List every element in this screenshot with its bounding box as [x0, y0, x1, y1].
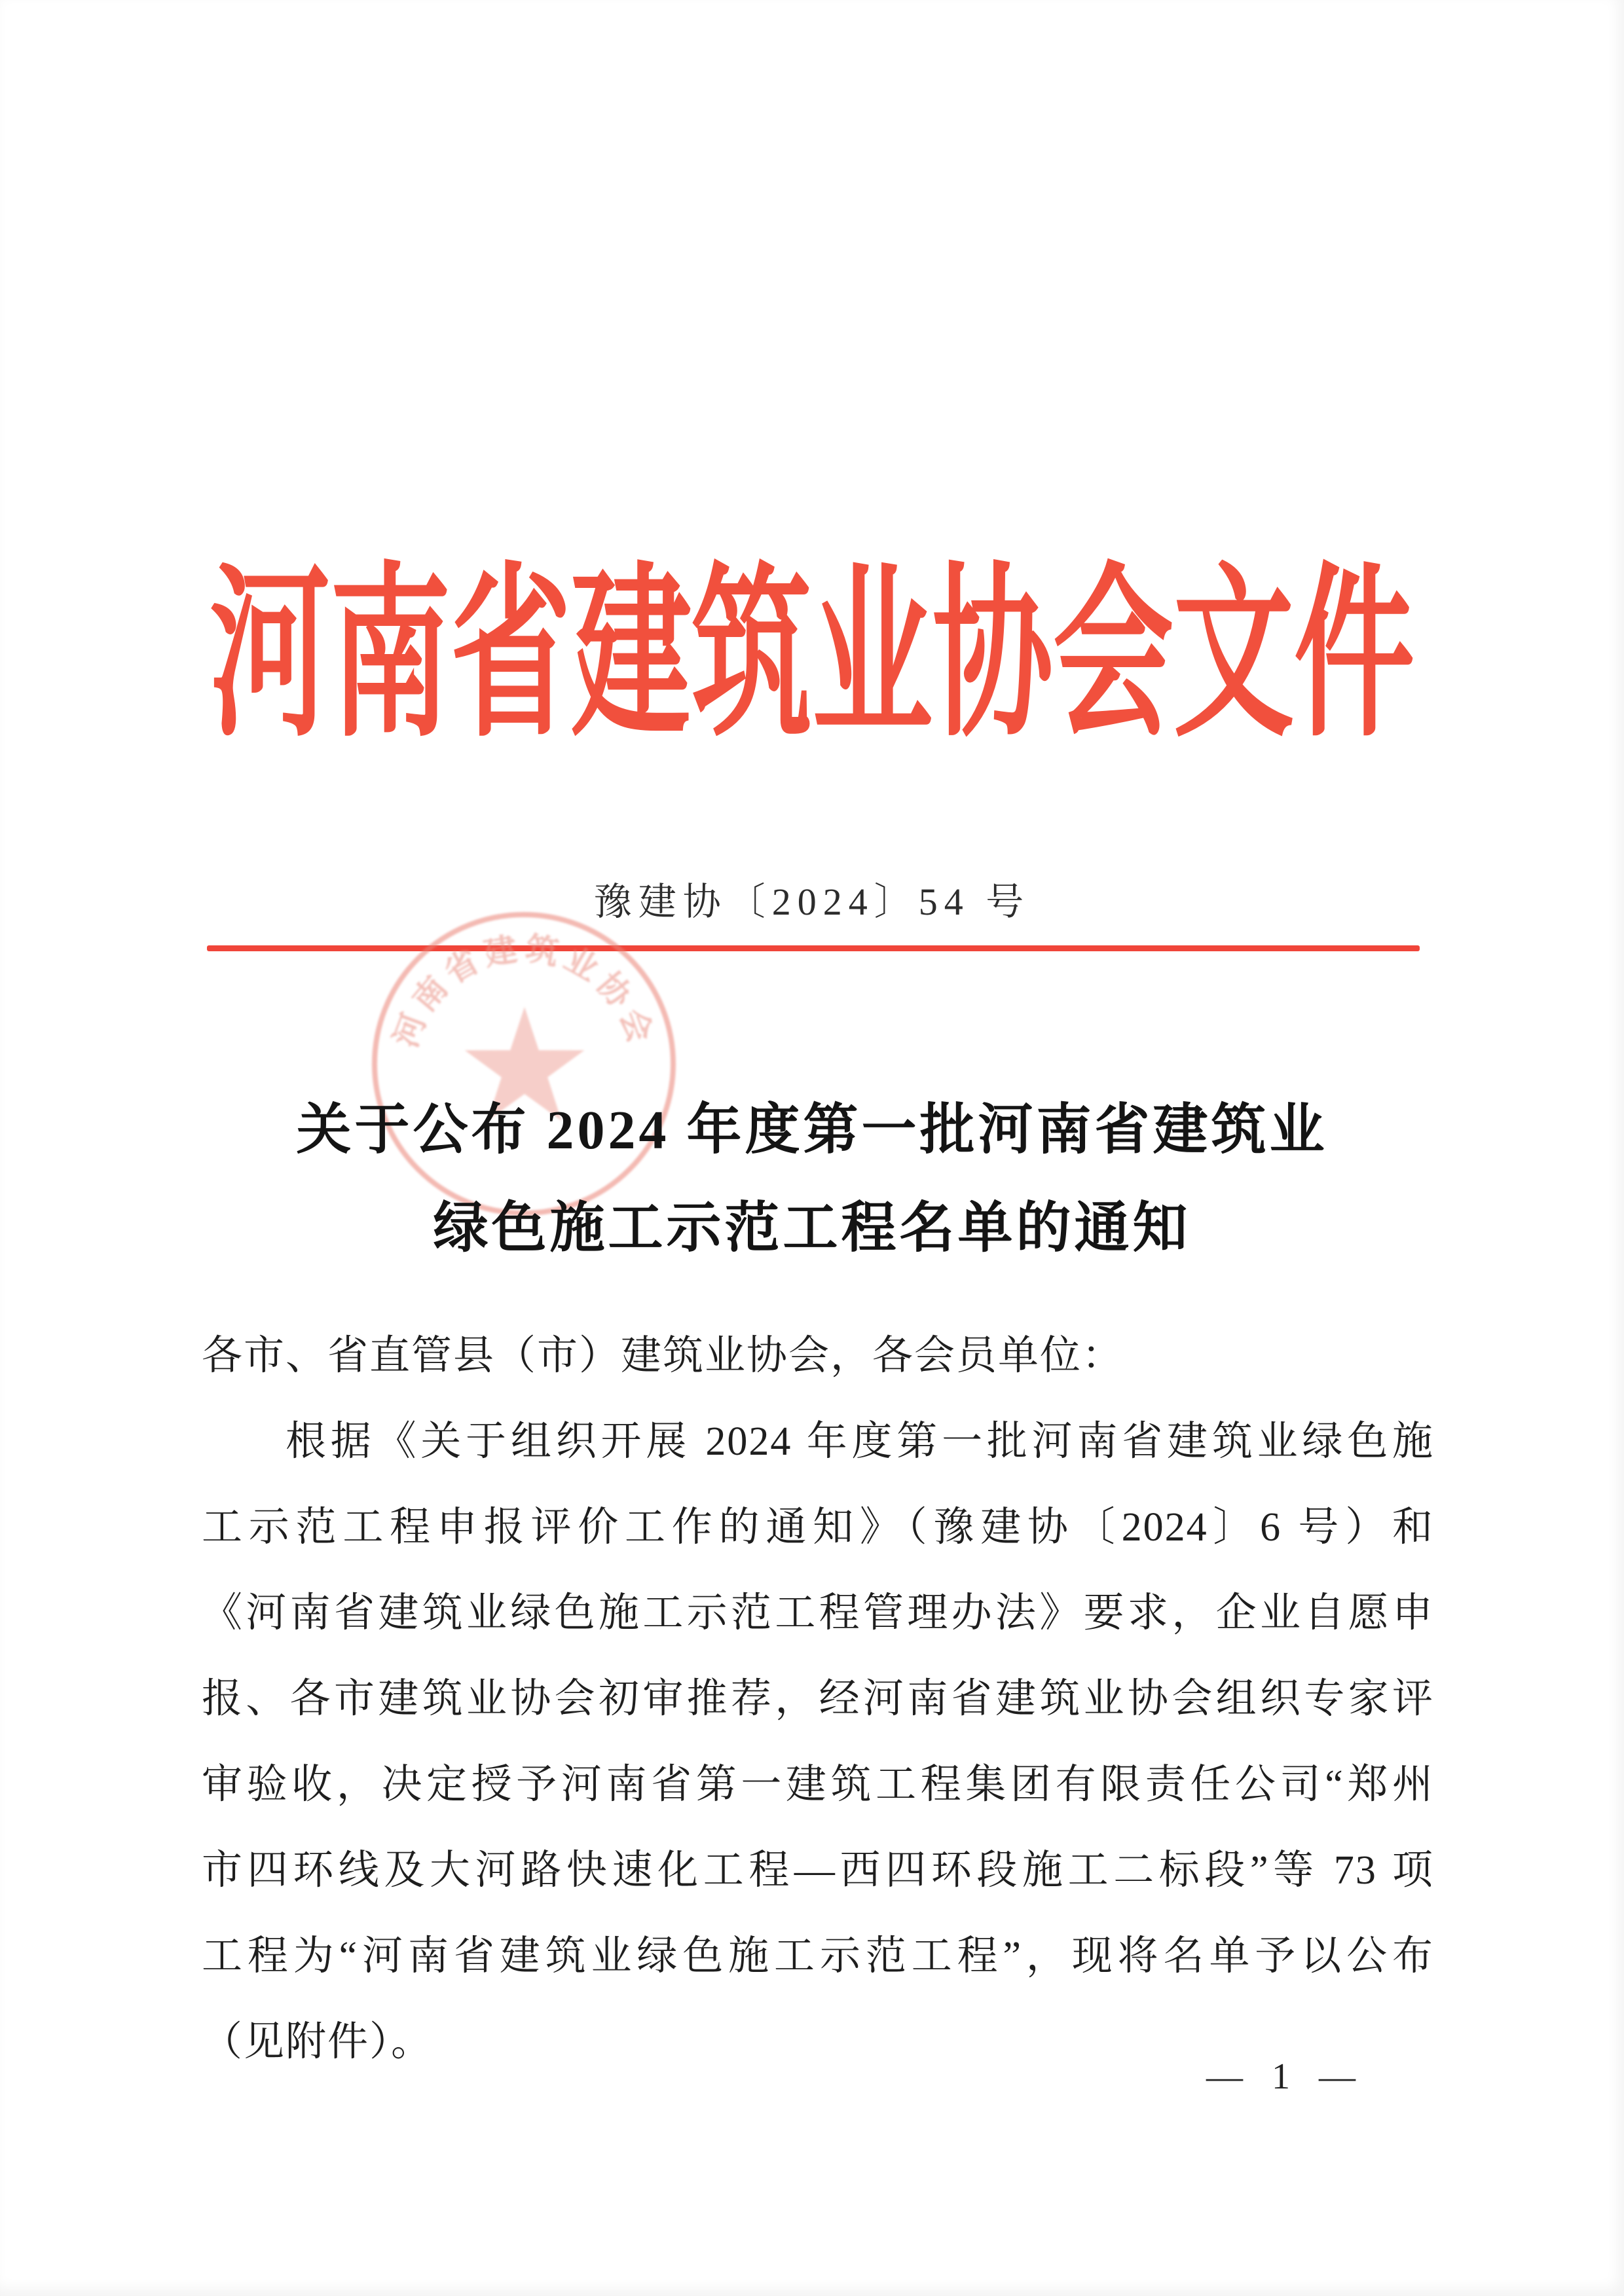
body-line: 根据《关于组织开展 2024 年度第一批河南省建筑业绿色施: [286, 1419, 1434, 1464]
seal-arc-text: 河南省建筑业协会: [387, 930, 661, 1053]
doc-number: 豫建协〔2024〕54 号: [593, 881, 1031, 923]
body-line: 市四环线及大河路快速化工程—西四环段施工二标段”等 73 项: [202, 1848, 1434, 1893]
notice-body: [202, 1313, 1434, 2085]
letterhead: [0, 541, 1624, 759]
page-number-footer: — 1 —: [1206, 2056, 1357, 2097]
body-line: 审验收，决定授予河南省第一建筑工程集团有限责任公司“郑州: [202, 1762, 1434, 1807]
body-line: 《河南省建筑业绿色施工示范工程管理办法》要求，企业自愿申: [202, 1591, 1434, 1635]
org-title: 河南省建筑业协会文件: [209, 553, 1414, 759]
notice-title-line1: 关于公布 2024 年度第一批河南省建筑业: [296, 1100, 1328, 1161]
body-line: 报、各市建筑业协会初审推荐，经河南省建筑业协会组织专家评: [202, 1677, 1434, 1721]
body-line: 工程为“河南省建筑业绿色施工示范工程”，现将名单予以公布: [202, 1934, 1434, 1978]
body-line: 各市、省直管县（市）建筑业协会，各会员单位：: [202, 1334, 1124, 1378]
body-line: 工示范工程申报评价工作的通知》（豫建协〔2024〕6 号）和: [202, 1505, 1434, 1550]
notice-title-line2: 绿色施工示范工程名单的通知: [433, 1198, 1191, 1259]
body-line: （见附件）。: [202, 2020, 434, 2064]
notice-title: [0, 1082, 1624, 1278]
